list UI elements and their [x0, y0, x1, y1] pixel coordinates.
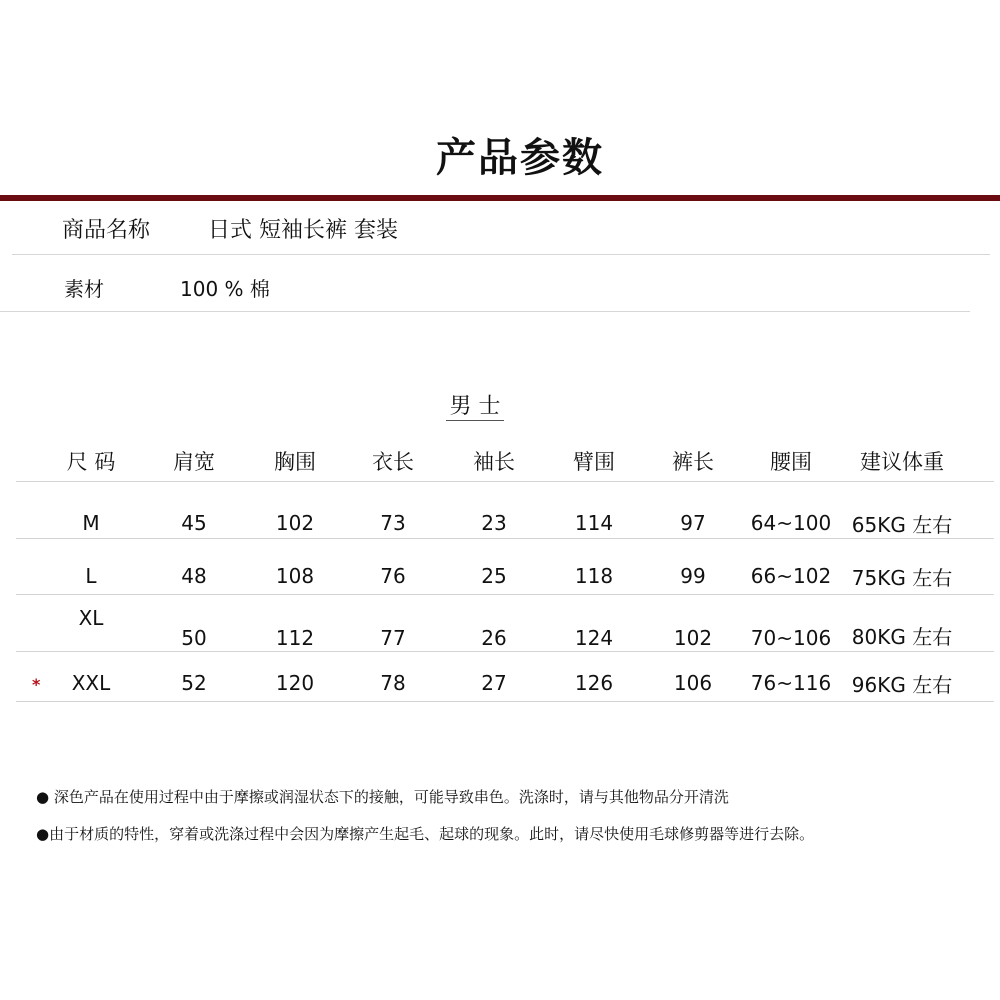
material-value: 100 % 棉	[180, 277, 270, 301]
cell-shoulder-width: 50	[181, 626, 207, 650]
cell-shoulder-width: 45	[181, 511, 207, 535]
table-row	[16, 665, 994, 701]
cell-sleeve-length: 26	[481, 626, 507, 650]
cell-length: 76	[380, 564, 406, 588]
care-note-color-bleeding: ● 深色产品在使用过程中由于摩擦或润湿状态下的接触，可能导致串色。洗涤时，请与其他物品分开清洗	[36, 788, 729, 806]
header-shoulder-width: 肩宽	[173, 450, 215, 474]
page-title: 产品参数	[436, 135, 604, 181]
cell-shoulder-width: 48	[181, 564, 207, 588]
product-name-value: 日式 短袖长裤 套装	[208, 218, 398, 243]
cell-chest: 108	[275, 564, 315, 588]
cell-recommended-weight: 65KG 左右	[851, 512, 953, 537]
featured-size-star-icon: *	[32, 675, 41, 694]
cell-chest: 102	[275, 511, 315, 535]
cell-size: XL	[78, 606, 104, 630]
cell-pants-length: 97	[680, 511, 706, 535]
row-divider	[16, 701, 994, 702]
cell-arm-girth: 126	[574, 671, 614, 695]
cell-recommended-weight: 75KG 左右	[851, 565, 953, 590]
size-chart-section-title: 男 士	[449, 394, 501, 419]
table-row	[16, 558, 994, 594]
cell-sleeve-length: 23	[481, 511, 507, 535]
cell-waist: 76~116	[750, 671, 832, 695]
cell-chest: 112	[275, 626, 315, 650]
material-divider	[0, 311, 970, 312]
row-divider	[16, 594, 994, 595]
cell-chest: 120	[275, 671, 315, 695]
cell-pants-length: 106	[673, 671, 713, 695]
row-divider	[16, 651, 994, 652]
cell-arm-girth: 118	[574, 564, 614, 588]
care-note-pilling: ●由于材质的特性，穿着或洗涤过程中会因为摩擦产生起毛、起球的现象。此时，请尽快使用毛球修剪器等进行去除。	[36, 825, 815, 843]
cell-arm-girth: 114	[574, 511, 614, 535]
header-divider	[16, 481, 994, 482]
product-name-divider	[12, 254, 990, 255]
cell-length: 73	[380, 511, 406, 535]
cell-waist: 64~100	[750, 511, 832, 535]
cell-waist: 70~106	[750, 626, 832, 650]
product-name-label: 商品名称	[62, 218, 151, 243]
header-length: 衣长	[372, 450, 414, 474]
cell-sleeve-length: 25	[481, 564, 507, 588]
header-size: 尺 码	[66, 450, 116, 474]
cell-size: XXL	[71, 671, 111, 695]
table-row	[16, 606, 994, 650]
header-chest: 胸围	[274, 450, 316, 474]
cell-recommended-weight: 80KG 左右	[851, 625, 953, 649]
header-arm-girth: 臂围	[573, 450, 615, 474]
cell-sleeve-length: 27	[481, 671, 507, 695]
cell-size: L	[85, 564, 97, 588]
cell-size: M	[82, 511, 100, 535]
material-label: 素材	[64, 277, 104, 301]
cell-recommended-weight: 96KG 左右	[851, 672, 953, 697]
table-row	[16, 505, 994, 541]
cell-pants-length: 99	[680, 564, 706, 588]
size-chart-table	[16, 442, 994, 704]
cell-pants-length: 102	[673, 626, 713, 650]
cell-length: 78	[380, 671, 406, 695]
header-recommended-weight: 建议体重	[860, 450, 944, 474]
cell-waist: 66~102	[750, 564, 832, 588]
header-sleeve-length: 袖长	[473, 450, 515, 474]
size-chart-header-row	[16, 442, 994, 480]
header-pants-length: 裤长	[672, 450, 714, 474]
header-waist: 腰围	[770, 450, 812, 474]
cell-shoulder-width: 52	[181, 671, 207, 695]
section-title-underline	[446, 420, 504, 421]
cell-length: 77	[380, 626, 406, 650]
title-divider-bar	[0, 195, 1000, 201]
row-divider	[16, 538, 994, 539]
cell-arm-girth: 124	[574, 626, 614, 650]
